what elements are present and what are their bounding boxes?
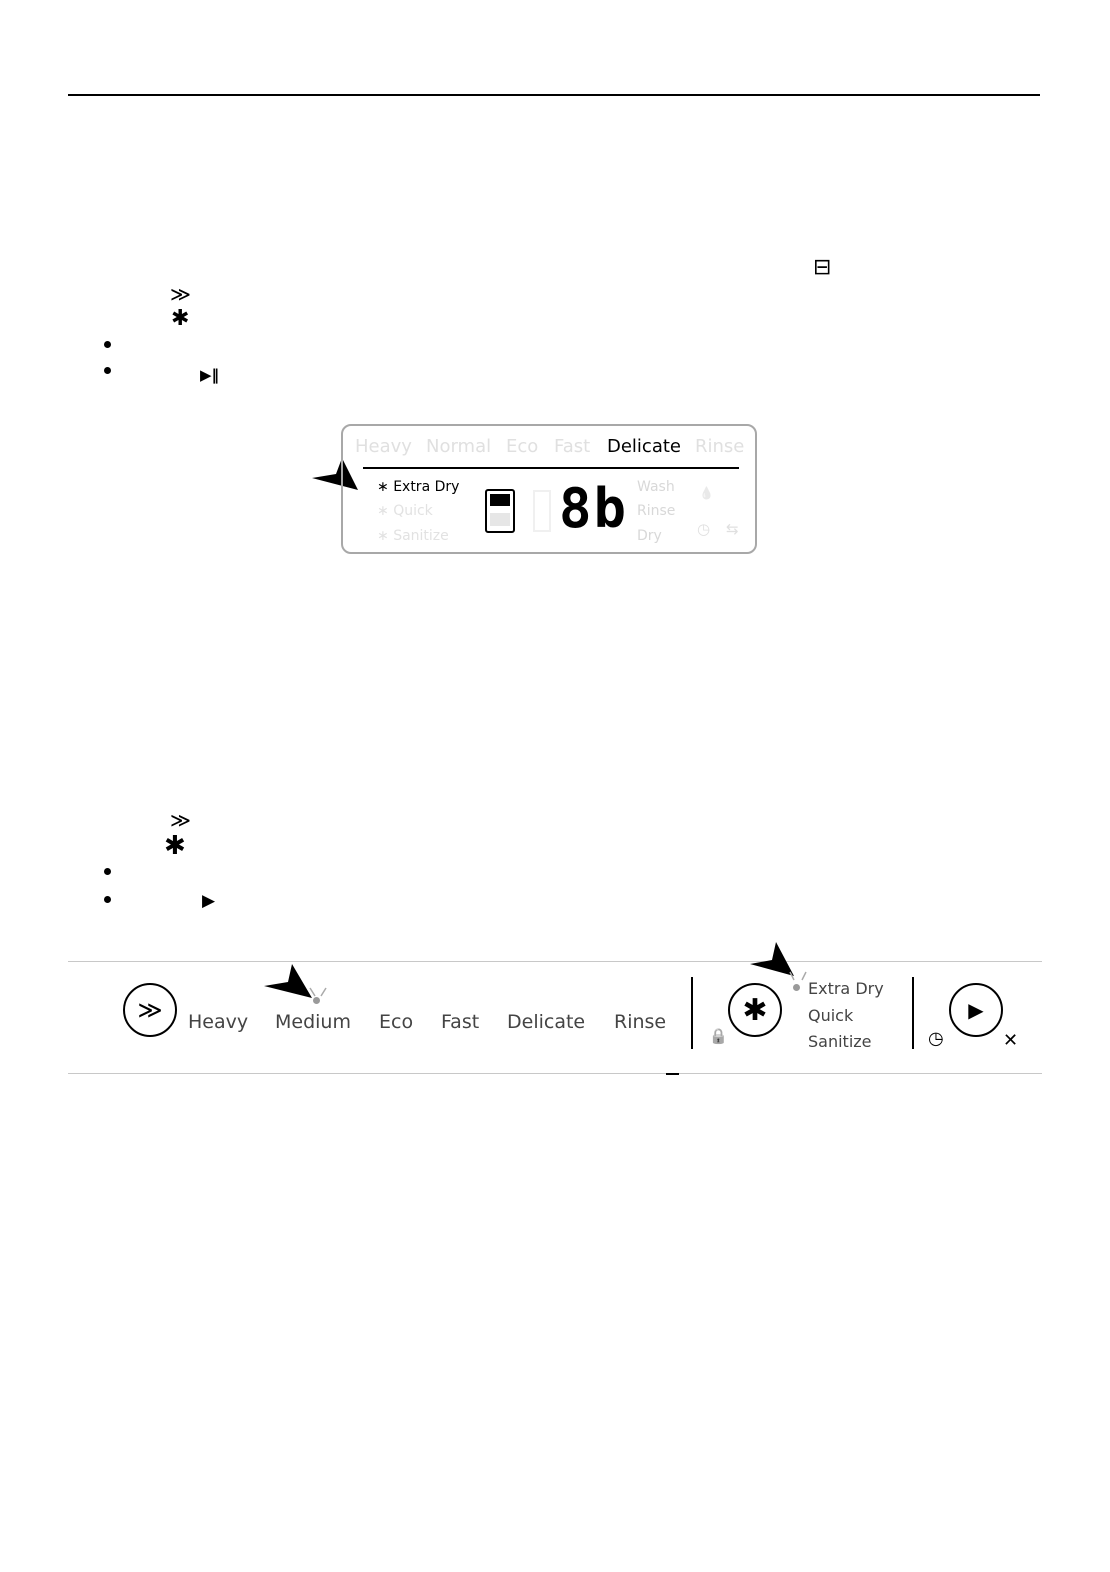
option-bullet: ∗ [377,503,389,519]
lcd-cycle-delicate: Delicate [607,436,681,457]
bullet [104,868,111,875]
cycle-button[interactable]: ≫ [123,983,177,1037]
strip-separator [691,977,693,1049]
strip-tick-mark [666,1073,679,1075]
lcd-divider [363,467,739,469]
options-icon: ✱ [171,306,190,331]
cycle-select-icon: ≫ [170,282,191,306]
lcd-cycle-eco: Eco [506,436,539,457]
clock-icon: ◷ [697,520,711,538]
strip-cycle-medium: Medium [275,1011,351,1033]
strip-top-line [68,961,1042,962]
options-icon: ✱ [164,831,186,861]
lcd-display [341,424,757,554]
lcd-phase-dry: Dry [637,528,662,544]
header-rule [68,94,1040,96]
strip-option-sanitize: Sanitize [808,1032,872,1051]
strip-cycle-delicate: Delicate [507,1011,586,1033]
extra-dry-led [793,984,800,991]
pointer-arrow-icon [264,964,330,1006]
lcd-option-label: Sanitize [393,528,449,544]
lcd-cycle-fast: Fast [554,436,591,457]
lcd-cycle-normal: Normal [426,436,492,457]
cycle-icon: ⇆ [726,520,739,538]
lcd-cycle-rinse: Rinse [695,436,745,457]
bullet [104,896,111,903]
ghost-digit [533,490,551,532]
strip-option-quick: Quick [808,1006,854,1025]
half-load-icon: ⊟ [813,255,832,280]
lcd-option-label: Extra Dry [393,479,460,495]
lcd-option-quick [377,503,433,519]
start-icon: ▶ [202,891,216,911]
medium-led [313,997,320,1004]
option-bullet: ∗ [377,528,389,544]
rinse-aid-icon: 💧 [699,486,714,500]
strip-cycle-heavy: Heavy [188,1011,249,1033]
lock-icon: 🔒 [709,1027,728,1045]
lcd-phase-wash: Wash [637,479,675,495]
start-button[interactable]: ▶ [949,983,1003,1037]
lcd-cycle-heavy: Heavy [355,436,412,457]
bullet [104,367,111,374]
strip-cycle-rinse: Rinse [614,1011,667,1033]
lcd-option-sanitize [377,528,449,544]
strip-bottom-line [68,1073,1042,1074]
load-level-icon [485,489,515,533]
delay-icon: ◷ [928,1028,944,1049]
lcd-option-label: Quick [393,503,433,519]
start-pause-icon: ▶‖ [200,366,220,384]
pointer-arrow-icon [750,942,810,982]
lcd-phase-rinse: Rinse [637,503,676,519]
lcd-digits: 8b [559,477,629,540]
options-button[interactable]: ✱ [728,983,782,1037]
cancel-icon: ✕ [1003,1030,1019,1051]
strip-cycle-eco: Eco [379,1011,414,1033]
option-bullet: ∗ [377,479,389,495]
strip-option-extra-dry: Extra Dry [808,979,884,998]
lcd-option-extra-dry [377,479,459,495]
cycle-select-icon: ≫ [170,808,191,832]
bullet [104,341,111,348]
strip-cycle-fast: Fast [441,1011,480,1033]
strip-separator [912,977,914,1049]
